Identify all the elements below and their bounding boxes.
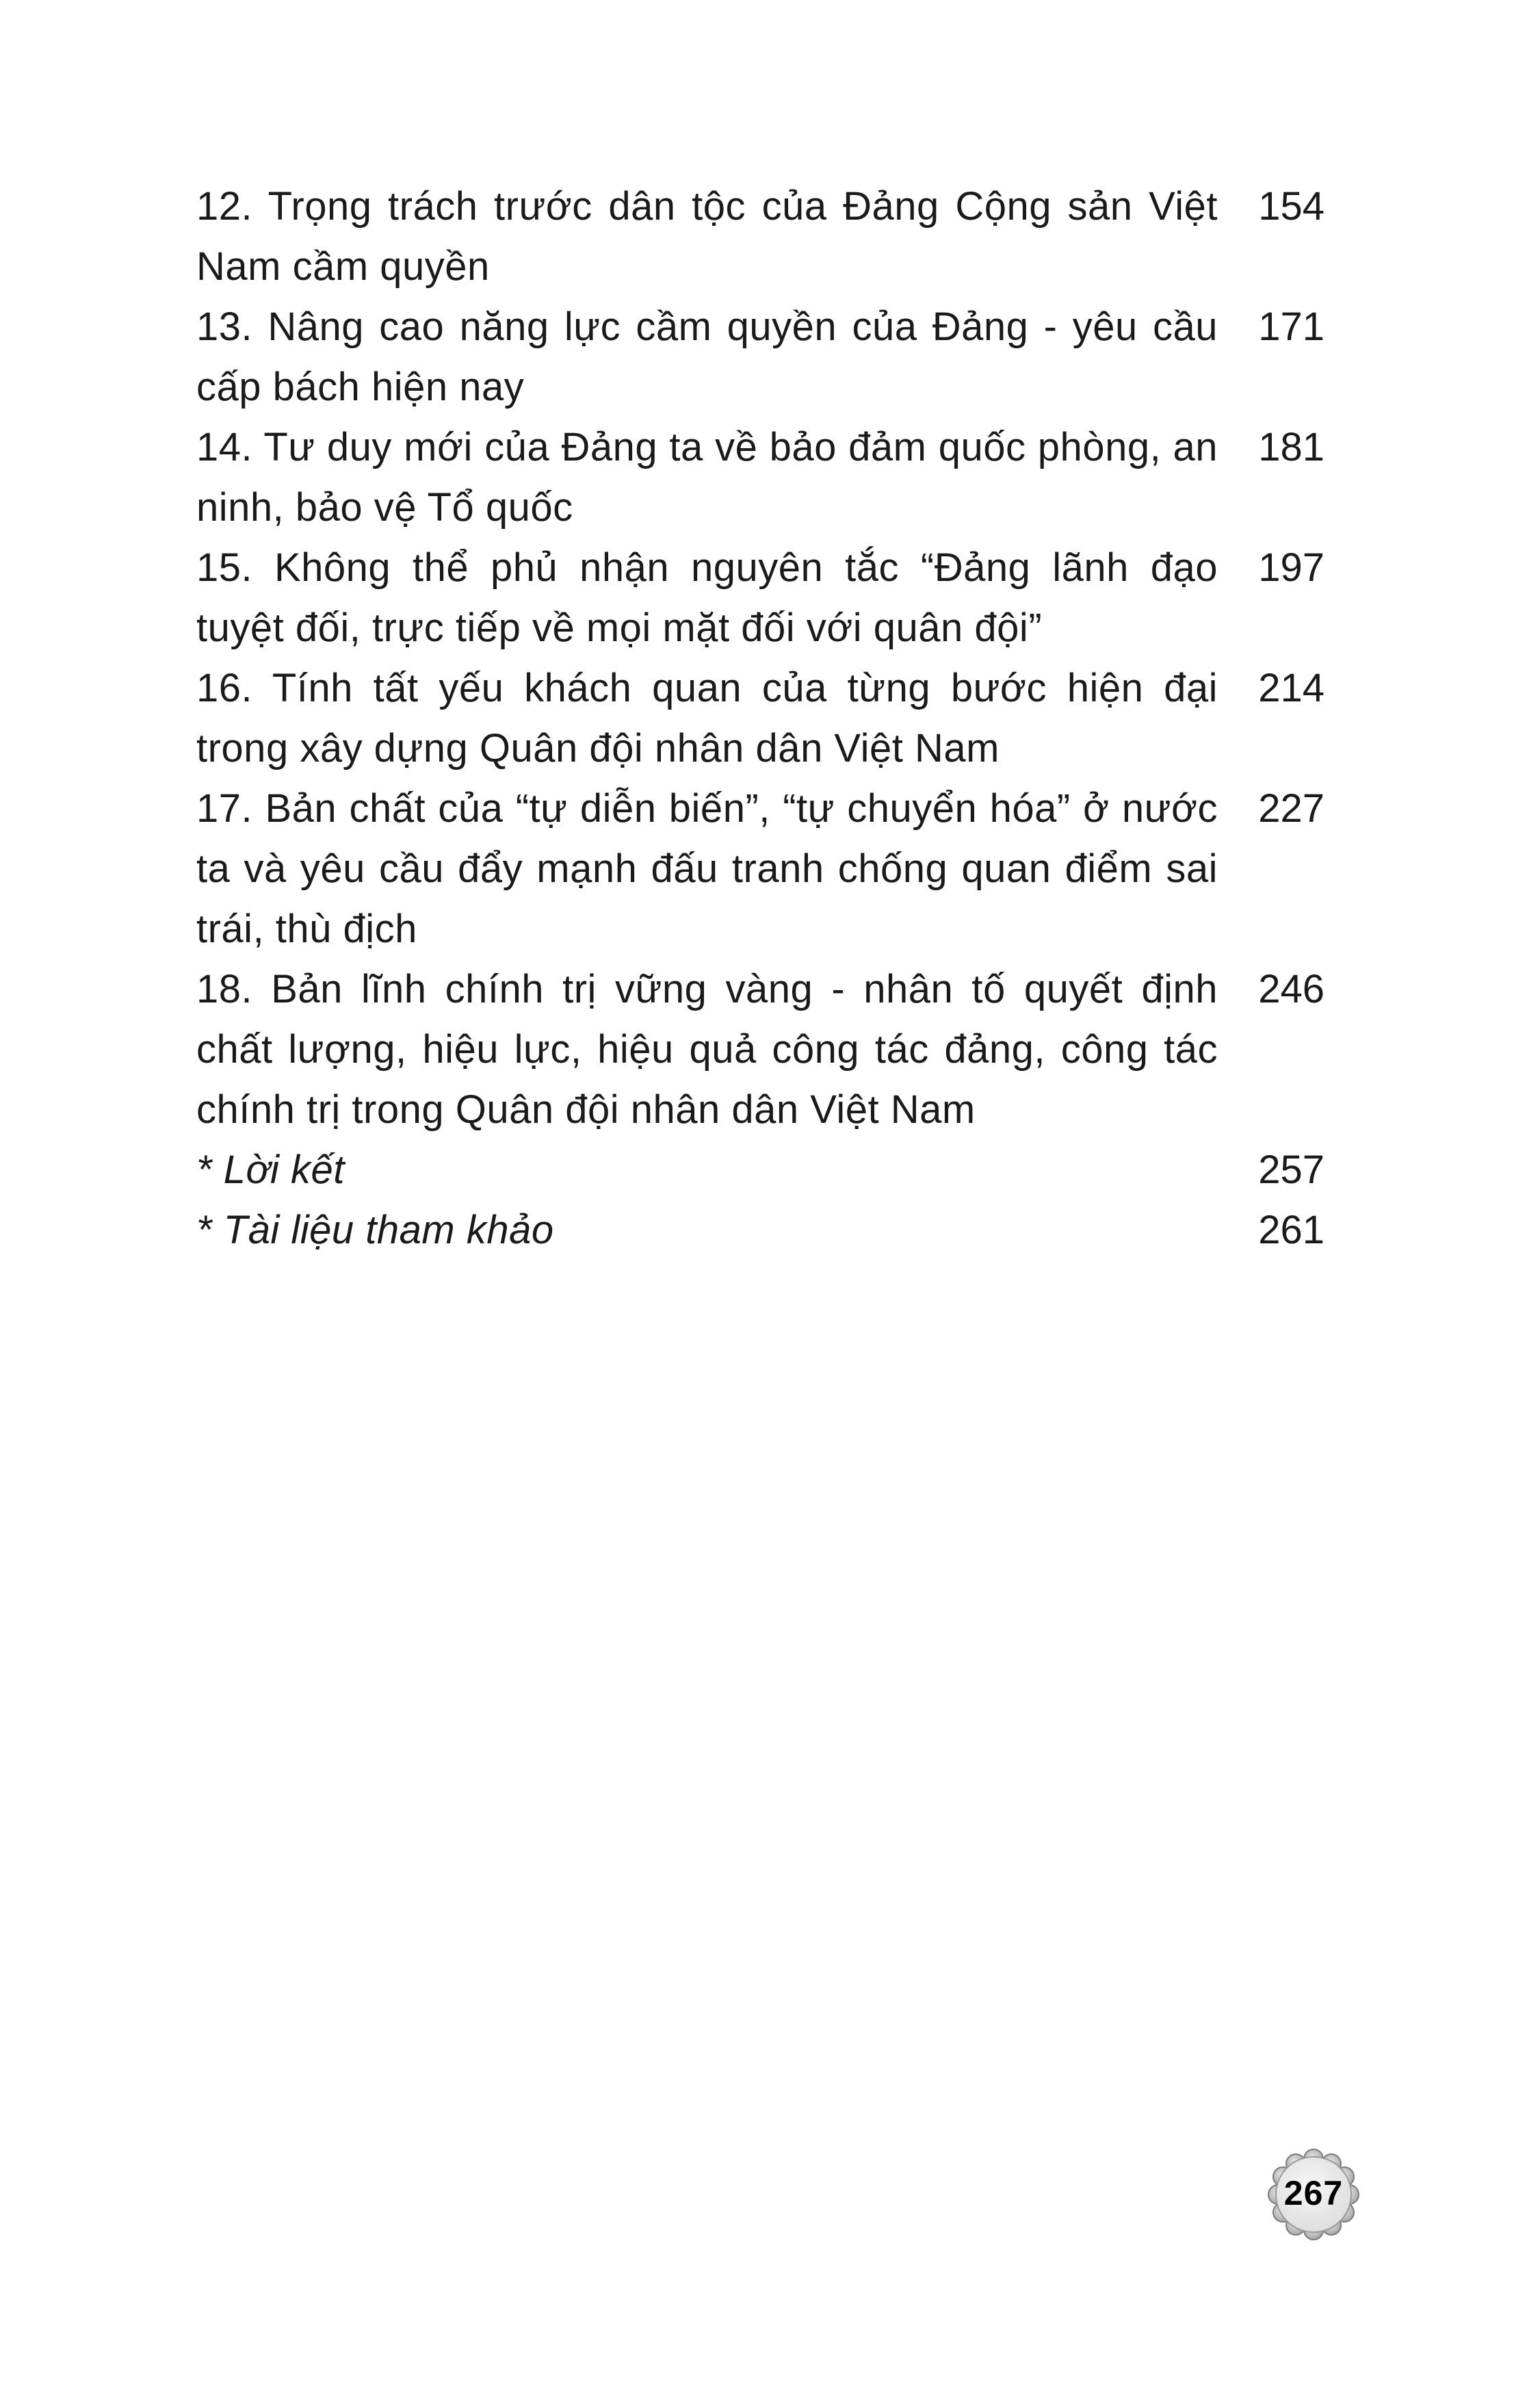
toc-entry-text: 12. Trọng trách trước dân tộc của Đảng Cộng sản Việt Nam cầm quyền — [196, 184, 1218, 289]
toc-entry — [196, 1200, 1324, 1260]
page-number-badge-value: 267 — [1283, 2174, 1344, 2212]
toc-entry-page: 246 — [1258, 967, 1324, 1011]
toc-entry — [196, 177, 1324, 297]
toc-entry-text: 16. Tính tất yếu khách quan của từng bước hiện đại trong xây dựng Quân đội nhân dân Việt Nam — [196, 666, 1218, 771]
toc-entry — [196, 538, 1324, 658]
toc-entry-text: 15. Không thể phủ nhận nguyên tắc “Đảng lãnh đạo tuyệt đối, trực tiếp về mọi mặt đối với quân đội” — [196, 545, 1218, 650]
toc-entry-text: 17. Bản chất của “tự diễn biến”, “tự chuyển hóa” ở nước ta và yêu cầu đẩy mạnh đấu tranh chống quan điểm sai trái, thù địch — [196, 786, 1218, 951]
toc-entry — [196, 658, 1324, 779]
toc-entry-text: * Lời kết — [196, 1148, 345, 1192]
toc-entry-page: 257 — [1258, 1148, 1324, 1192]
toc-entry-text: 14. Tư duy mới của Đảng ta về bảo đảm quốc phòng, an ninh, bảo vệ Tổ quốc — [196, 425, 1218, 530]
toc-entry-page: 214 — [1258, 666, 1324, 710]
toc-entry — [196, 417, 1324, 538]
page-number-badge — [1268, 2149, 1359, 2240]
toc-entry-page: 227 — [1258, 786, 1324, 831]
toc-entry-page: 154 — [1258, 184, 1324, 229]
toc-entry-page: 171 — [1258, 305, 1324, 349]
toc-entry — [196, 297, 1324, 417]
toc-list — [196, 177, 1324, 1260]
toc-entry — [196, 959, 1324, 1140]
toc-entry-page: 181 — [1258, 425, 1324, 469]
toc-entry-text: 13. Nâng cao năng lực cầm quyền của Đảng - yêu cầu cấp bách hiện nay — [196, 305, 1218, 409]
toc-entry — [196, 779, 1324, 959]
toc-entry-text: * Tài liệu tham khảo — [196, 1208, 554, 1252]
toc-entry-page: 197 — [1258, 545, 1324, 590]
toc-entry-text: 18. Bản lĩnh chính trị vững vàng - nhân tố quyết định chất lượng, hiệu lực, hiệu quả công tác đảng, công tác chính trị trong Quân đội nhân dân Việt Nam — [196, 967, 1218, 1132]
toc-entry — [196, 1140, 1324, 1200]
toc-entry-page: 261 — [1258, 1208, 1324, 1252]
